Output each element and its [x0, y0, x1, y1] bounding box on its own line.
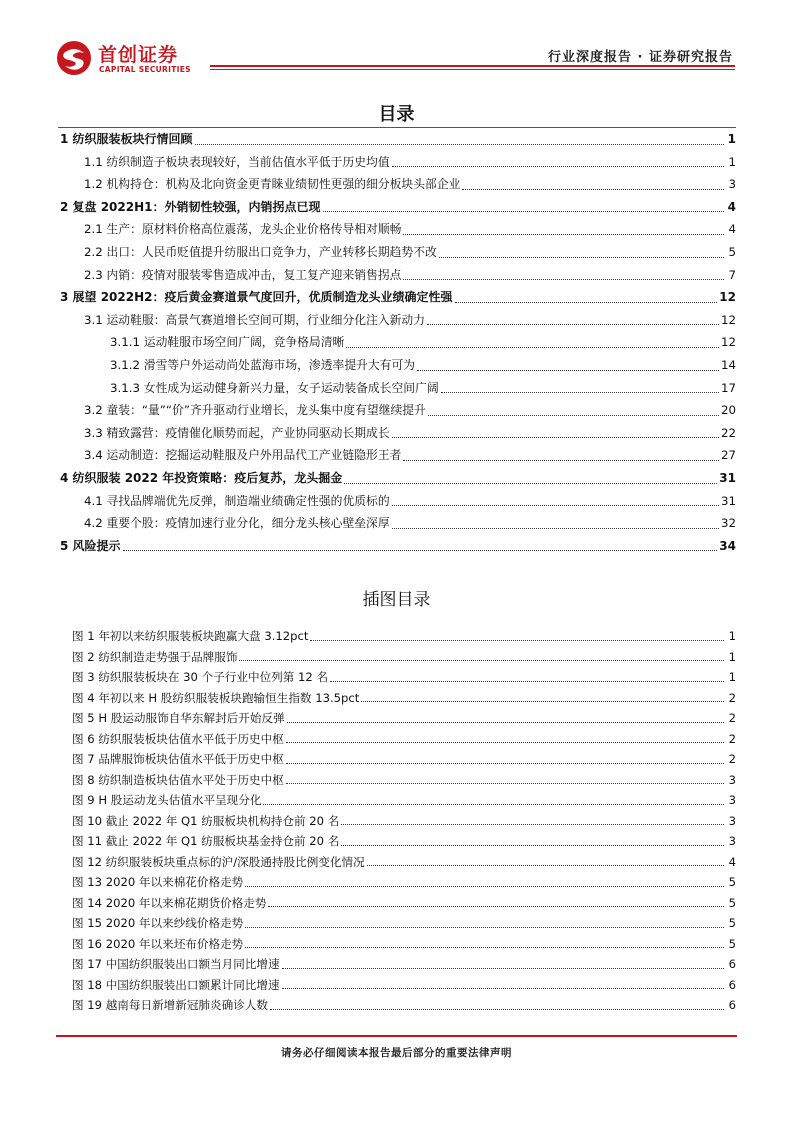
toc-entry-page: 14: [720, 357, 736, 372]
toc-title: 目录: [378, 104, 415, 125]
leader-dots: [392, 436, 719, 438]
page-header: [0, 0, 793, 80]
toc-entry-text: 5 风险提示: [60, 538, 121, 553]
figure-entry[interactable]: [58, 626, 736, 647]
leader-dots: [239, 659, 724, 661]
figure-entry[interactable]: [58, 790, 736, 811]
leader-dots: [286, 782, 724, 784]
toc-entry-text: 3.2 童装：“量”“价”齐升驱动行业增长，龙头集中度有望继续提升: [84, 403, 426, 418]
figure-entry-page: 2: [728, 690, 736, 705]
figure-entry-text: 图 15 2020 年以来纱线价格走势: [72, 916, 244, 930]
figure-entry-page: 5: [728, 916, 736, 930]
figure-entry-text: 图 3 纺织服装板块在 30 个子行业中位列第 12 名: [72, 670, 329, 684]
figure-entry-text: 图 11 截止 2022 年 Q1 纺服板块基金持仓前 20 名: [72, 834, 340, 848]
leader-dots: [282, 987, 724, 989]
toc-entry[interactable]: [58, 512, 736, 535]
leader-dots: [361, 700, 724, 702]
leader-dots: [270, 1008, 724, 1010]
figure-entry[interactable]: [58, 954, 736, 975]
toc-entry-page: 7: [728, 267, 736, 282]
figure-entry[interactable]: [58, 975, 736, 996]
toc-entry-page: 20: [720, 403, 736, 418]
toc-entry[interactable]: [58, 128, 736, 151]
figure-entry-text: 图 8 纺织制造板块估值水平处于历史中枢: [72, 772, 284, 787]
leader-dots: [367, 864, 724, 866]
logo-english-name: CAPITAL SECURITIES: [99, 65, 191, 74]
leader-dots: [263, 803, 724, 805]
leader-dots: [268, 905, 724, 907]
figure-entry-page: 3: [728, 813, 736, 828]
figure-entry-text: 图 10 截止 2022 年 Q1 纺服板块机构持仓前 20 名: [72, 813, 340, 828]
leader-dots: [462, 188, 724, 190]
figure-entry-page: 3: [728, 793, 736, 807]
figure-entry[interactable]: [58, 995, 736, 1016]
toc-entry-text: 2.3 内销：疫情对服装零售造成冲击，复工复产迎来销售拐点: [84, 267, 402, 282]
toc-entry-text: 3.4 运动制造：挖掘运动鞋服及户外用品代工产业链隐形王者: [84, 448, 402, 463]
toc-entry[interactable]: [58, 196, 736, 219]
toc-entry-text: 1.2 机构持仓：机构及北向资金更青睐业绩韧性更强的细分板块头部企业: [84, 177, 461, 192]
leader-dots: [245, 946, 724, 948]
toc-entry[interactable]: [58, 535, 736, 558]
toc-entry-text: 3.1.3 女性成为运动健身新兴力量，女子运动装备成长空间广阔: [110, 380, 439, 395]
toc-entry[interactable]: [58, 354, 736, 377]
figure-entry-page: 6: [728, 977, 736, 992]
figure-entry-text: 图 13 2020 年以来棉花价格走势: [72, 875, 244, 889]
toc-entry[interactable]: [58, 309, 736, 332]
toc-entry-page: 17: [720, 380, 736, 395]
leader-dots: [392, 165, 724, 167]
figure-entry-text: 图 14 2020 年以来棉花期货价格走势: [72, 895, 267, 910]
toc-entry[interactable]: [58, 377, 736, 400]
figure-entry[interactable]: [58, 811, 736, 832]
leader-dots: [403, 233, 724, 235]
leader-dots: [455, 301, 718, 303]
toc-entry-text: 4.2 重要个股：疫情加速行业分化，细分龙头核心壁垒深厚: [84, 516, 390, 531]
toc-entry-page: 22: [720, 425, 736, 440]
leader-dots: [310, 639, 724, 641]
toc-entry[interactable]: [58, 173, 736, 196]
leader-dots: [286, 762, 724, 764]
company-logo: [56, 40, 216, 80]
leader-dots: [341, 844, 724, 846]
toc-entry-page: 1: [727, 132, 736, 146]
toc-entry-text: 3.1.1 运动鞋服市场空间广阔，竞争格局清晰: [110, 335, 345, 350]
figure-entry-page: 2: [728, 752, 736, 766]
footer-divider: [56, 1035, 737, 1037]
figure-entry[interactable]: [58, 872, 736, 893]
toc-entry-page: 31: [720, 493, 736, 508]
figure-entry-text: 图 17 中国纺织服装出口额当月同比增速: [72, 957, 280, 971]
figure-entry-page: 1: [728, 670, 736, 684]
figure-entry-page: 5: [728, 875, 736, 889]
figure-entry-page: 2: [728, 731, 736, 746]
leader-dots: [195, 143, 724, 145]
leader-dots: [287, 721, 724, 723]
toc-entry-text: 3 展望 2022H2：疫后黄金赛道景气度回升，优质制造龙头业绩确定性强: [60, 290, 453, 305]
figure-entry[interactable]: [58, 852, 736, 873]
figure-entry[interactable]: [58, 913, 736, 934]
figure-entry-page: 6: [728, 998, 736, 1012]
figure-entry[interactable]: [58, 708, 736, 729]
figure-entry-page: 5: [728, 936, 736, 951]
figure-list-title: 插图目录: [362, 590, 431, 610]
figure-entry[interactable]: [58, 688, 736, 709]
leader-dots: [286, 741, 724, 743]
legal-disclaimer: 请务必仔细阅读本报告最后部分的重要法律声明: [281, 1047, 512, 1059]
figure-entry-text: 图 19 越南每日新增新冠肺炎确诊人数: [72, 998, 269, 1012]
toc-entry-text: 3.1.2 滑雪等户外运动尚处蓝海市场，渗透率提升大有可为: [110, 357, 416, 372]
leader-dots: [123, 549, 718, 551]
header-divider-thin: [210, 69, 735, 70]
figure-entry-text: 图 5 H 股运动服饰自华东解封后开始反弹: [72, 711, 285, 725]
leader-dots: [344, 482, 717, 484]
toc-entry-page: 12: [720, 335, 736, 350]
toc-entry-text: 2.2 出口：人民币贬值提升纺服出口竞争力，产业转移长期趋势不改: [84, 244, 437, 259]
leader-dots: [427, 323, 719, 325]
toc-entry-text: 4.1 寻找品牌端优先反弹，制造端业绩确定性强的优质标的: [84, 493, 390, 508]
figure-entry-text: 图 12 纺织服装板块重点标的沪/深股通持股比例变化情况: [72, 854, 365, 869]
toc-entry[interactable]: [58, 151, 736, 174]
leader-dots: [403, 278, 724, 280]
figure-entry[interactable]: [58, 647, 736, 668]
toc-entry-text: 3.3 精致露营：疫情催化顺势而起，产业协同驱动长期成长: [84, 425, 390, 440]
toc-entry-text: 2 复盘 2022H1：外销韧性较强，内销拐点已现: [60, 199, 321, 214]
toc-entry[interactable]: [58, 399, 736, 422]
toc-entry-page: 5: [728, 244, 736, 259]
toc-entry-page: 12: [719, 290, 736, 305]
toc-entry-text: 1.1 纺织制造子板块表现较好，当前估值水平低于历史均值: [84, 154, 390, 169]
leader-dots: [346, 346, 719, 348]
logo-chinese-name: 首创证券: [98, 44, 179, 66]
toc-entry[interactable]: [58, 241, 736, 264]
leader-dots: [417, 369, 719, 371]
toc-entry-page: 4: [727, 199, 736, 214]
figure-entry-page: 1: [728, 649, 736, 664]
figure-entry-text: 图 6 纺织服装板块估值水平低于历史中枢: [72, 731, 284, 746]
leader-dots: [439, 256, 724, 258]
leader-dots: [282, 967, 724, 969]
figure-entry-page: 4: [728, 854, 736, 869]
figure-entry-page: 3: [728, 772, 736, 787]
toc-entry[interactable]: [58, 264, 736, 287]
figure-entry-page: 2: [728, 711, 736, 725]
report-type-label: 行业深度报告 · 证券研究报告: [548, 50, 733, 65]
toc-list: [58, 128, 736, 557]
leader-dots: [245, 926, 724, 928]
figure-list: [58, 626, 736, 1016]
toc-entry[interactable]: [58, 218, 736, 241]
toc-entry-text: 3.1 运动鞋服：高景气赛道增长空间可期，行业细分化注入新动力: [84, 312, 426, 327]
figure-entry-text: 图 1 年初以来纺织服装板块跑赢大盘 3.12pct: [72, 629, 309, 643]
toc-entry-page: 12: [720, 312, 736, 327]
toc-entry[interactable]: [58, 490, 736, 513]
figure-entry-page: 5: [728, 895, 736, 910]
toc-entry-page: 31: [719, 470, 736, 485]
figure-entry-text: 图 2 纺织制造走势强于品牌服饰: [72, 649, 238, 664]
toc-entry-page: 27: [720, 448, 736, 463]
toc-entry[interactable]: [58, 467, 736, 490]
figure-entry-page: 3: [728, 834, 736, 848]
leader-dots: [392, 527, 719, 529]
toc-entry-page: 1: [728, 154, 736, 169]
toc-entry[interactable]: [58, 331, 736, 354]
figure-entry[interactable]: [58, 749, 736, 770]
toc-entry-text: 2.1 生产：原材料价格高位震荡，龙头企业价格传导相对顺畅: [84, 222, 402, 237]
figure-entry-text: 图 9 H 股运动龙头估值水平呈现分化: [72, 793, 262, 807]
figure-entry[interactable]: [58, 770, 736, 791]
leader-dots: [441, 391, 719, 393]
toc-entry[interactable]: [58, 444, 736, 467]
capital-securities-logo-icon: [56, 40, 92, 76]
toc-entry[interactable]: [58, 286, 736, 309]
figure-entry-text: 图 7 品牌服饰板块估值水平低于历史中枢: [72, 752, 284, 766]
toc-entry-page: 4: [728, 222, 736, 237]
leader-dots: [403, 459, 719, 461]
toc-entry-text: 1 纺织服装板块行情回顾: [60, 132, 193, 146]
leader-dots: [330, 680, 724, 682]
figure-entry[interactable]: [58, 667, 736, 688]
toc-entry[interactable]: [58, 422, 736, 445]
figure-entry[interactable]: [58, 729, 736, 750]
figure-entry[interactable]: [58, 934, 736, 955]
leader-dots: [323, 210, 725, 212]
leader-dots: [428, 414, 719, 416]
figure-entry-text: 图 16 2020 年以来坯布价格走势: [72, 936, 244, 951]
figure-entry-page: 1: [728, 629, 736, 643]
figure-entry[interactable]: [58, 893, 736, 914]
figure-entry-text: 图 18 中国纺织服装出口额累计同比增速: [72, 977, 280, 992]
leader-dots: [392, 504, 719, 506]
leader-dots: [245, 885, 724, 887]
toc-entry-text: 4 纺织服装 2022 年投资策略：疫后复苏，龙头掘金: [60, 470, 343, 485]
figure-entry-text: 图 4 年初以来 H 股纺织服装板块跑输恒生指数 13.5pct: [72, 690, 360, 705]
toc-entry-page: 34: [719, 538, 736, 553]
leader-dots: [341, 823, 724, 825]
figure-entry-page: 6: [728, 957, 736, 971]
toc-entry-page: 3: [728, 177, 736, 192]
toc-entry-page: 32: [720, 516, 736, 531]
figure-entry[interactable]: [58, 831, 736, 852]
header-divider: [210, 65, 735, 67]
